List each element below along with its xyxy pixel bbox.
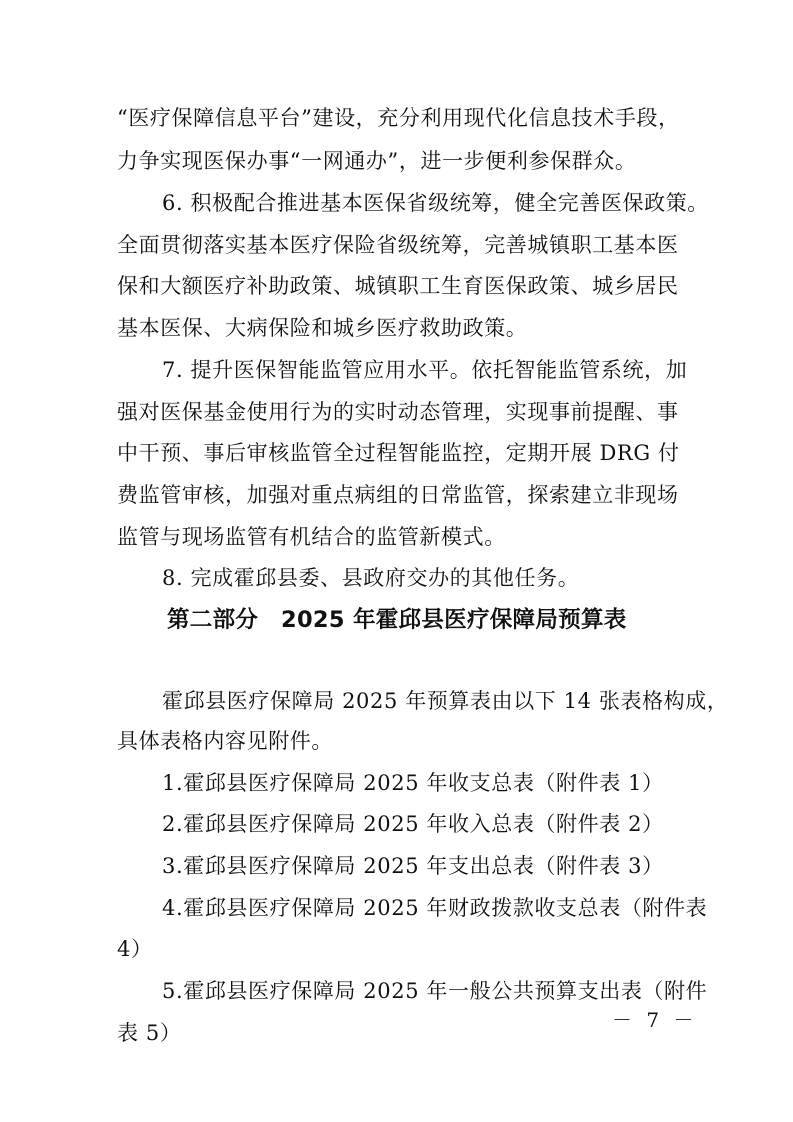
paragraph-line: “医疗保障信息平台”建设，充分利用现代化信息技术手段，	[117, 106, 680, 130]
paragraph-line: 8. 完成霍邱县委、县政府交办的其他任务。	[162, 566, 580, 590]
list-item: 3.霍邱县医疗保障局 2025 年支出总表（附件表 3）	[162, 854, 664, 878]
paragraph-line: 力争实现医保办事“一网通办”，进一步便利参保群众。	[117, 149, 637, 173]
paragraph-line: 中干预、事后审核监管全过程智能监控，定期开展 DRG 付	[117, 441, 680, 465]
list-item-continuation: 表 5）	[117, 1021, 182, 1045]
section-heading: 第二部分 2025 年霍邱县医疗保障局预算表	[167, 607, 627, 633]
paragraph-line: 保和大额医疗补助政策、城镇职工生育医保政策、城乡居民	[117, 274, 679, 298]
paragraph-line: 霍邱县医疗保障局 2025 年预算表由以下 14 张表格构成，	[162, 689, 729, 713]
paragraph-line: 全面贯彻落实基本医疗保险省级统筹，完善城镇职工基本医	[117, 233, 679, 257]
list-item: 4.霍邱县医疗保障局 2025 年财政拨款收支总表（附件表	[162, 896, 708, 920]
paragraph-line: 费监管审核，加强对重点病组的日常监管，探索建立非现场	[117, 483, 679, 507]
list-item: 2.霍邱县医疗保障局 2025 年收入总表（附件表 2）	[162, 812, 664, 836]
paragraph-line: 具体表格内容见附件。	[117, 729, 333, 753]
paragraph-line: 监管与现场监管有机结合的监管新模式。	[117, 525, 506, 549]
paragraph-line: 强对医保基金使用行为的实时动态管理，实现事前提醒、事	[117, 400, 679, 424]
paragraph-line: 6. 积极配合推进基本医保省级统筹，健全完善医保政策。	[162, 191, 709, 215]
list-item-continuation: 4）	[117, 937, 153, 961]
list-item: 5.霍邱县医疗保障局 2025 年一般公共预算支出表（附件	[162, 979, 708, 1003]
page-number: － 7 －	[612, 1008, 698, 1032]
paragraph-line: 7. 提升医保智能监管应用水平。依托智能监管系统，加	[162, 358, 688, 382]
list-item: 1.霍邱县医疗保障局 2025 年收支总表（附件表 1）	[162, 771, 664, 795]
paragraph-line: 基本医保、大病保险和城乡医疗救助政策。	[117, 316, 528, 340]
